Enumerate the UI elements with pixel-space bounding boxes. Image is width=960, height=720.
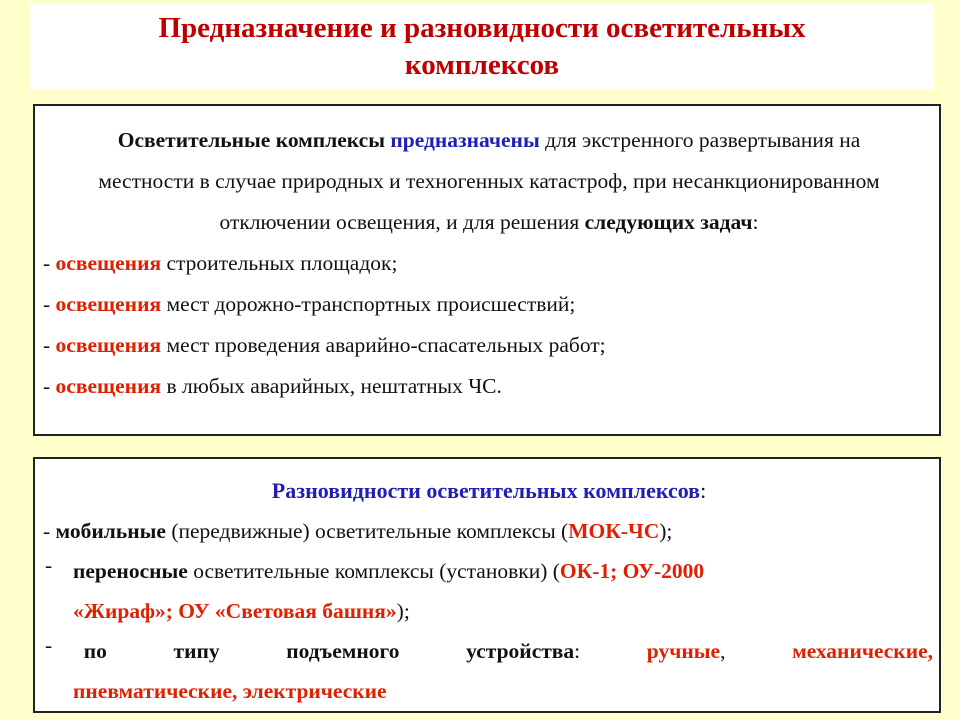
- lift-red-word: пневматические, электрические: [73, 679, 387, 703]
- type-portable-red1: ОК-1; ОУ-2000: [559, 559, 705, 583]
- lift-line1: [73, 631, 933, 671]
- task-text: в любых аварийных, нештатных ЧС.: [166, 374, 502, 398]
- type-portable-text: осветительные комплексы (установки) (: [193, 559, 560, 583]
- purpose-intro: [43, 120, 935, 243]
- task-keyword: освещения: [55, 251, 162, 275]
- type-mobile-end: );: [659, 519, 673, 543]
- type-item-mobile: [43, 511, 935, 551]
- type-dash: -: [45, 633, 53, 657]
- task-item: [43, 366, 935, 407]
- type-portable-end: );: [396, 599, 410, 623]
- types-heading-colon: :: [700, 478, 707, 503]
- type-dash: -: [43, 519, 51, 543]
- intro-colon: :: [752, 210, 759, 234]
- intro-bold: Осветительные комплексы: [117, 128, 385, 152]
- type-portable-bold: переносные: [73, 559, 188, 583]
- slide-title-line2: комплексов: [404, 49, 560, 81]
- task-item: [43, 325, 935, 366]
- task-text: строительных площадок;: [166, 251, 398, 275]
- lift-red-word: механические,: [792, 639, 933, 663]
- lift-word: устройства:: [466, 639, 581, 663]
- task-keyword: освещения: [55, 333, 162, 357]
- task-text: мест дорожно-транспортных происшествий;: [166, 292, 576, 316]
- task-dash: -: [43, 333, 51, 357]
- task-text: мест проведения аварийно-спасательных работ;: [166, 333, 606, 357]
- task-dash: -: [43, 374, 51, 398]
- lift-red-word: ручные,: [646, 639, 726, 663]
- lift-word: по: [83, 639, 107, 663]
- types-box: [33, 457, 941, 713]
- types-heading-text: Разновидности осветительных комплексов: [271, 478, 701, 503]
- types-heading: [43, 471, 935, 511]
- type-mobile-text: (передвижные) осветительные комплексы (: [171, 519, 569, 543]
- intro-blue: предназначены: [390, 128, 540, 152]
- intro-text: для экстренного развертывания на местности в случае природных и техногенных катастроф, при несанкционированном отключении освещения, и для решения: [98, 128, 880, 234]
- intro-bold-tasks: следующих задач: [584, 210, 753, 234]
- lift-line2: [73, 671, 933, 711]
- slide-title-line1: Предназначение и разновидности осветительных: [158, 12, 806, 44]
- lift-word: типу: [173, 639, 220, 663]
- task-item: [43, 243, 935, 284]
- type-portable-red2: «Жираф»; ОУ «Световая башня»: [73, 599, 397, 623]
- type-mobile-bold: мобильные: [55, 519, 166, 543]
- type-item-portable: [43, 551, 935, 631]
- task-item: [43, 284, 935, 325]
- task-keyword: освещения: [55, 374, 162, 398]
- task-dash: -: [43, 251, 51, 275]
- purpose-box: [33, 104, 941, 436]
- task-dash: -: [43, 292, 51, 316]
- task-keyword: освещения: [55, 292, 162, 316]
- type-mobile-red: МОК-ЧС: [568, 519, 660, 543]
- type-dash: -: [45, 553, 53, 577]
- lift-word: подъемного: [286, 639, 400, 663]
- type-item-lift: [43, 631, 935, 711]
- slide-title: [30, 4, 934, 90]
